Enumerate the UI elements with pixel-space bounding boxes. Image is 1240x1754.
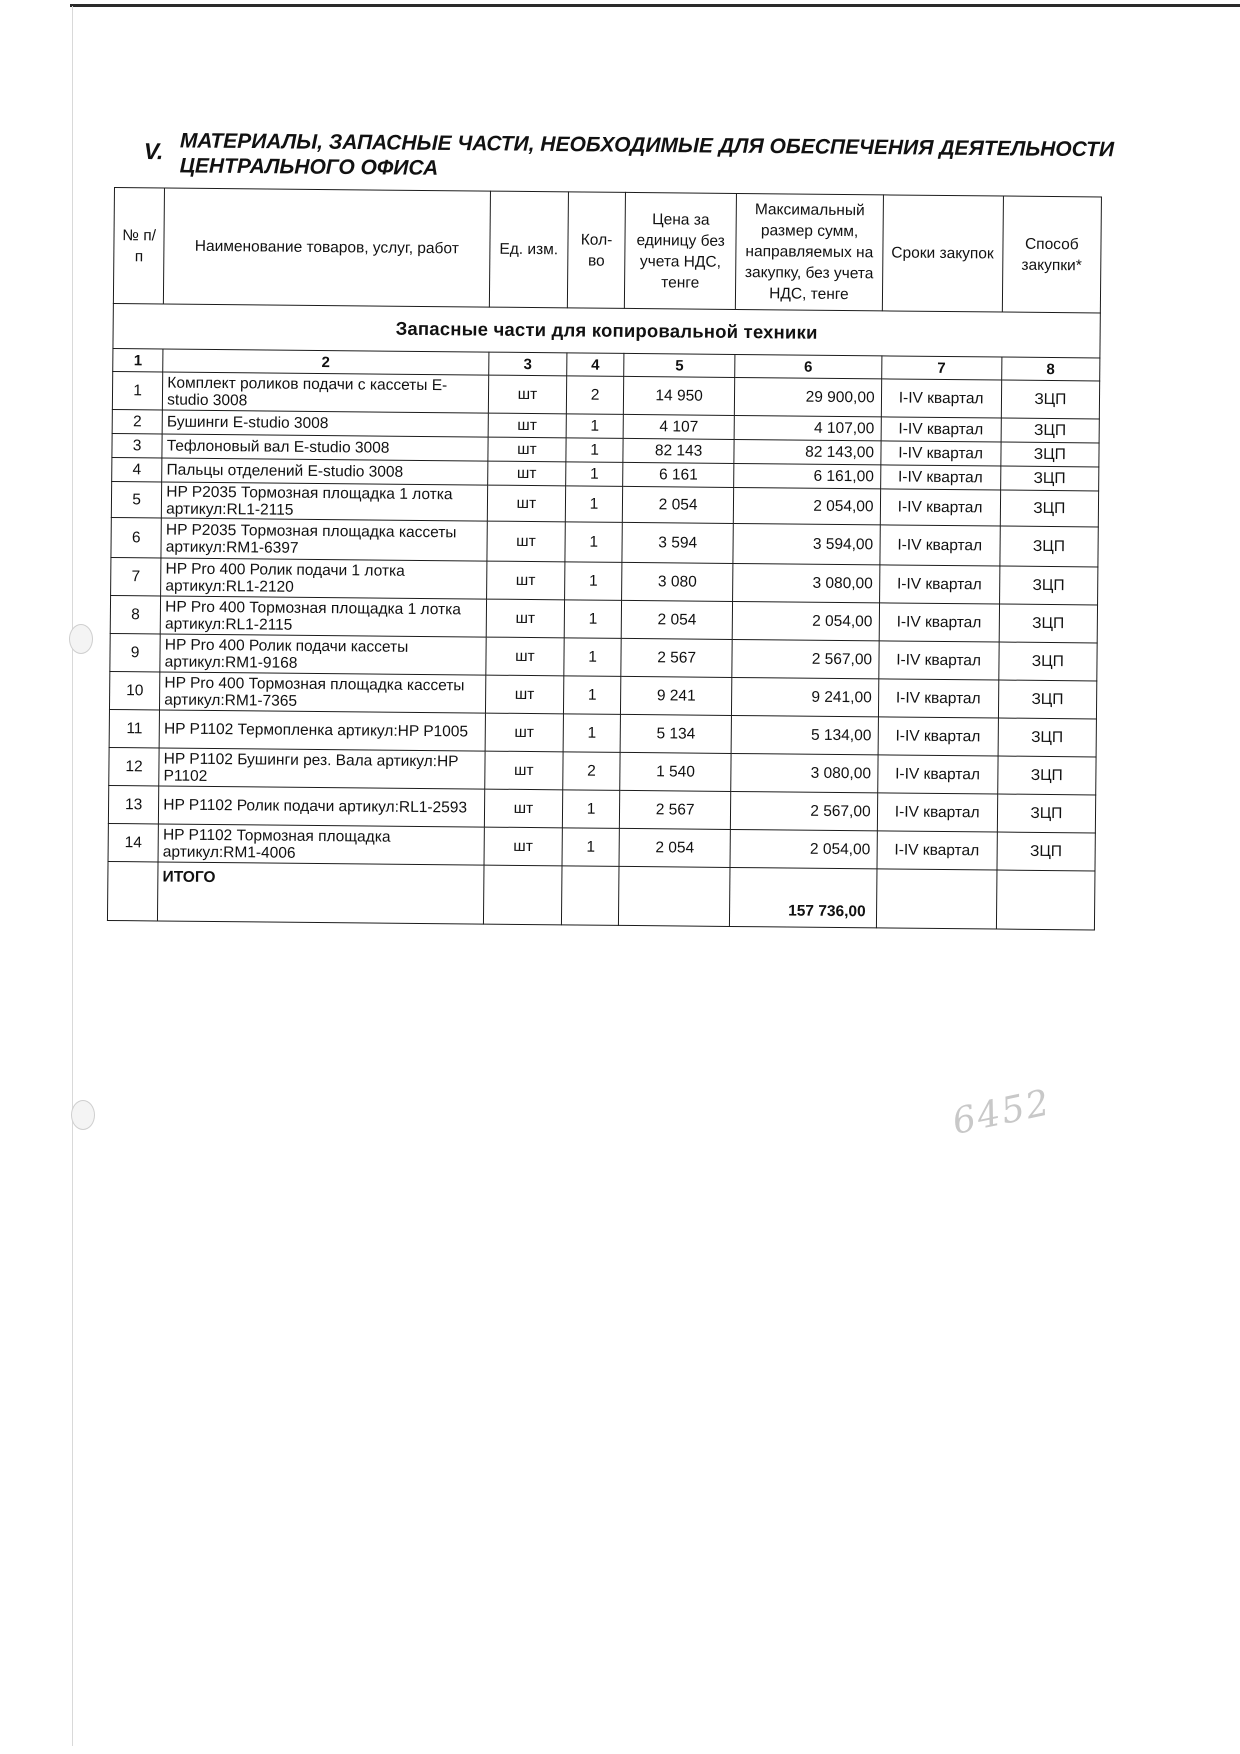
item-period: I-IV квартал	[879, 565, 999, 604]
item-period: I-IV квартал	[880, 525, 1000, 566]
item-max-sum: 2 567,00	[731, 791, 878, 830]
item-period: I-IV квартал	[880, 465, 1000, 490]
section-title: МАТЕРИАЛЫ, ЗАПАСНЫЕ ЧАСТИ, НЕОБХОДИМЫЕ ДЛЯ ОБЕСПЕЧЕНИЯ ДЕЯТЕЛЬНОСТИ ЦЕНТРАЛЬНОГО ОФИСА	[179, 129, 1115, 180]
item-method: ЗЦП	[999, 566, 1098, 605]
item-method: ЗЦП	[997, 832, 1096, 871]
item-quantity: 1	[562, 828, 619, 867]
section-number: V.	[143, 137, 164, 165]
item-unit: шт	[484, 827, 563, 866]
item-name: HP Pro 400 Тормозная площадка кассеты артикул:RM1-7365	[160, 672, 486, 713]
item-name: Бушинги E-studio 3008	[162, 410, 488, 437]
item-quantity: 1	[566, 414, 623, 439]
item-unit-price: 3 080	[622, 562, 734, 601]
row-number: 4	[112, 457, 162, 481]
page-top-border	[70, 4, 1240, 7]
item-quantity: 1	[566, 438, 623, 463]
header-price: Цена за единицу без учета НДС, тенге	[624, 192, 736, 309]
item-unit: шт	[487, 521, 566, 562]
item-name: HP P2035 Тормозная площадка кассеты артикул:RM1-6397	[161, 518, 487, 561]
item-unit-price: 4 107	[623, 414, 735, 439]
item-method: ЗЦП	[1001, 418, 1100, 443]
item-method: ЗЦП	[1000, 466, 1099, 491]
item-period: I-IV квартал	[878, 679, 998, 718]
item-max-sum: 3 594,00	[733, 523, 880, 564]
row-number: 9	[110, 633, 161, 671]
column-index: 8	[1001, 357, 1100, 381]
item-unit-price: 82 143	[623, 438, 735, 463]
item-quantity: 1	[563, 790, 620, 829]
item-unit: шт	[485, 637, 564, 676]
item-unit: шт	[488, 375, 567, 414]
item-max-sum: 3 080,00	[733, 563, 880, 602]
page-left-edge	[72, 6, 73, 1746]
header-num: № п/п	[113, 188, 164, 304]
item-name: Пальцы отделений E-studio 3008	[162, 458, 488, 485]
item-unit-price: 14 950	[623, 376, 735, 415]
item-period: I-IV квартал	[881, 379, 1001, 418]
item-quantity: 1	[565, 562, 622, 601]
item-unit-price: 5 134	[620, 714, 732, 753]
item-max-sum: 9 241,00	[732, 677, 879, 716]
row-number: 6	[111, 517, 162, 557]
row-number: 14	[108, 823, 159, 861]
row-number: 8	[110, 595, 161, 633]
item-quantity: 1	[563, 714, 620, 753]
item-unit-price: 2 567	[619, 790, 731, 829]
item-unit: шт	[488, 413, 567, 438]
item-unit: шт	[486, 599, 565, 638]
item-unit-price: 2 054	[622, 486, 734, 523]
item-unit-price: 9 241	[620, 676, 732, 715]
category-label: Запасные части для копировальной техники	[113, 303, 1100, 357]
section-heading	[143, 128, 1124, 180]
item-period: I-IV квартал	[877, 831, 997, 870]
item-name: Тефлоновый вал E-studio 3008	[162, 434, 488, 461]
item-name: HP Pro 400 Ролик подачи кассеты артикул:RM1-9168	[160, 634, 486, 675]
item-name: HP P1102 Бушинги рез. Вала артикул:HP P1102	[159, 748, 485, 789]
item-max-sum: 2 054,00	[732, 601, 879, 640]
item-quantity: 1	[564, 638, 621, 677]
item-method: ЗЦП	[997, 756, 1096, 795]
item-unit-price: 2 567	[621, 638, 733, 677]
item-max-sum: 4 107,00	[734, 415, 881, 440]
row-number: 10	[109, 671, 160, 709]
item-unit-price: 2 054	[619, 828, 731, 867]
item-unit-price: 1 540	[620, 752, 732, 791]
total-sum: 157 736,00	[730, 867, 877, 927]
item-period: I-IV квартал	[877, 793, 997, 832]
item-quantity: 1	[564, 600, 621, 639]
item-unit: шт	[486, 561, 565, 600]
row-number: 2	[112, 409, 162, 433]
column-index: 2	[163, 349, 489, 375]
item-unit: шт	[485, 713, 564, 752]
item-method: ЗЦП	[1000, 526, 1099, 567]
item-quantity: 1	[565, 522, 622, 563]
column-index: 6	[735, 354, 882, 378]
column-index: 5	[624, 353, 736, 377]
total-row	[107, 861, 1095, 929]
item-unit: шт	[485, 675, 564, 714]
header-name: Наименование товаров, услуг, работ	[164, 188, 490, 307]
row-number: 12	[109, 747, 160, 785]
item-name: HP P1102 Тормозная площадка артикул:RM1-4006	[158, 824, 484, 865]
column-index: 4	[567, 353, 624, 377]
punch-hole	[69, 624, 93, 654]
header-row	[113, 188, 1101, 313]
item-max-sum: 2 054,00	[730, 829, 877, 868]
item-period: I-IV квартал	[878, 717, 998, 756]
header-max-sum: Максимальный размер сумм, направляемых на закупку, без учета НДС, тенге	[736, 193, 883, 310]
row-number: 13	[108, 785, 159, 823]
item-unit-price: 6 161	[623, 462, 735, 487]
total-label: ИТОГО	[158, 862, 484, 924]
column-index: 3	[488, 352, 567, 376]
item-period: I-IV квартал	[879, 603, 999, 642]
item-max-sum: 2 567,00	[732, 639, 879, 678]
row-number: 5	[111, 481, 162, 517]
item-method: ЗЦП	[1001, 442, 1100, 467]
header-unit: Ед. изм.	[489, 191, 569, 308]
row-number: 7	[111, 557, 162, 595]
item-method: ЗЦП	[997, 794, 1096, 833]
item-name: HP P1102 Ролик подачи артикул:RL1-2593	[159, 786, 485, 827]
item-period: I-IV квартал	[878, 641, 998, 680]
handwritten-note: 6452	[948, 1082, 1055, 1143]
row-number: 11	[109, 709, 160, 747]
item-period: I-IV квартал	[881, 417, 1001, 442]
item-name: Комплект роликов подачи с кассеты E-studio 3008	[163, 372, 489, 413]
column-index: 7	[881, 356, 1001, 380]
item-unit-price: 3 594	[622, 522, 734, 563]
item-name: HP P2035 Тормозная площадка 1 лотка артикул:RL1-2115	[162, 482, 488, 521]
item-unit-price: 2 054	[621, 600, 733, 639]
row-number: 3	[112, 433, 162, 457]
procurement-table-wrapper	[107, 187, 1102, 930]
item-unit: шт	[484, 789, 563, 828]
item-period: I-IV квартал	[877, 755, 997, 794]
item-quantity: 1	[565, 486, 622, 523]
punch-hole	[71, 1100, 95, 1130]
item-unit: шт	[487, 461, 566, 486]
item-unit: шт	[484, 751, 563, 790]
item-method: ЗЦП	[1001, 380, 1100, 419]
item-period: I-IV квартал	[880, 441, 1000, 466]
item-max-sum: 5 134,00	[731, 715, 878, 754]
item-quantity: 2	[563, 752, 620, 791]
header-period: Сроки закупок	[882, 195, 1003, 312]
procurement-table	[107, 187, 1102, 930]
item-max-sum: 29 900,00	[735, 377, 882, 416]
item-method: ЗЦП	[999, 604, 1098, 643]
item-name: HP Pro 400 Тормозная площадка 1 лотка артикул:RL1-2115	[160, 596, 486, 637]
item-max-sum: 6 161,00	[734, 463, 881, 488]
item-max-sum: 2 054,00	[734, 487, 881, 524]
item-quantity: 2	[567, 376, 624, 415]
item-method: ЗЦП	[998, 680, 1097, 719]
row-number: 1	[112, 371, 163, 409]
item-quantity: 1	[566, 462, 623, 487]
item-period: I-IV квартал	[880, 489, 1000, 526]
item-max-sum: 3 080,00	[731, 753, 878, 792]
header-qty: Кол-во	[568, 192, 626, 309]
item-unit: шт	[487, 437, 566, 462]
item-method: ЗЦП	[998, 718, 1097, 757]
header-method: Способ закупки*	[1002, 196, 1101, 313]
item-max-sum: 82 143,00	[734, 439, 881, 464]
item-method: ЗЦП	[999, 642, 1098, 681]
item-quantity: 1	[564, 676, 621, 715]
item-name: HP Pro 400 Ролик подачи 1 лотка артикул:RL1-2120	[161, 558, 487, 599]
item-name: HP P1102 Термопленка артикул:HP P1005	[159, 710, 485, 751]
column-index: 1	[113, 348, 163, 371]
item-unit: шт	[487, 485, 566, 522]
item-method: ЗЦП	[1000, 490, 1099, 527]
